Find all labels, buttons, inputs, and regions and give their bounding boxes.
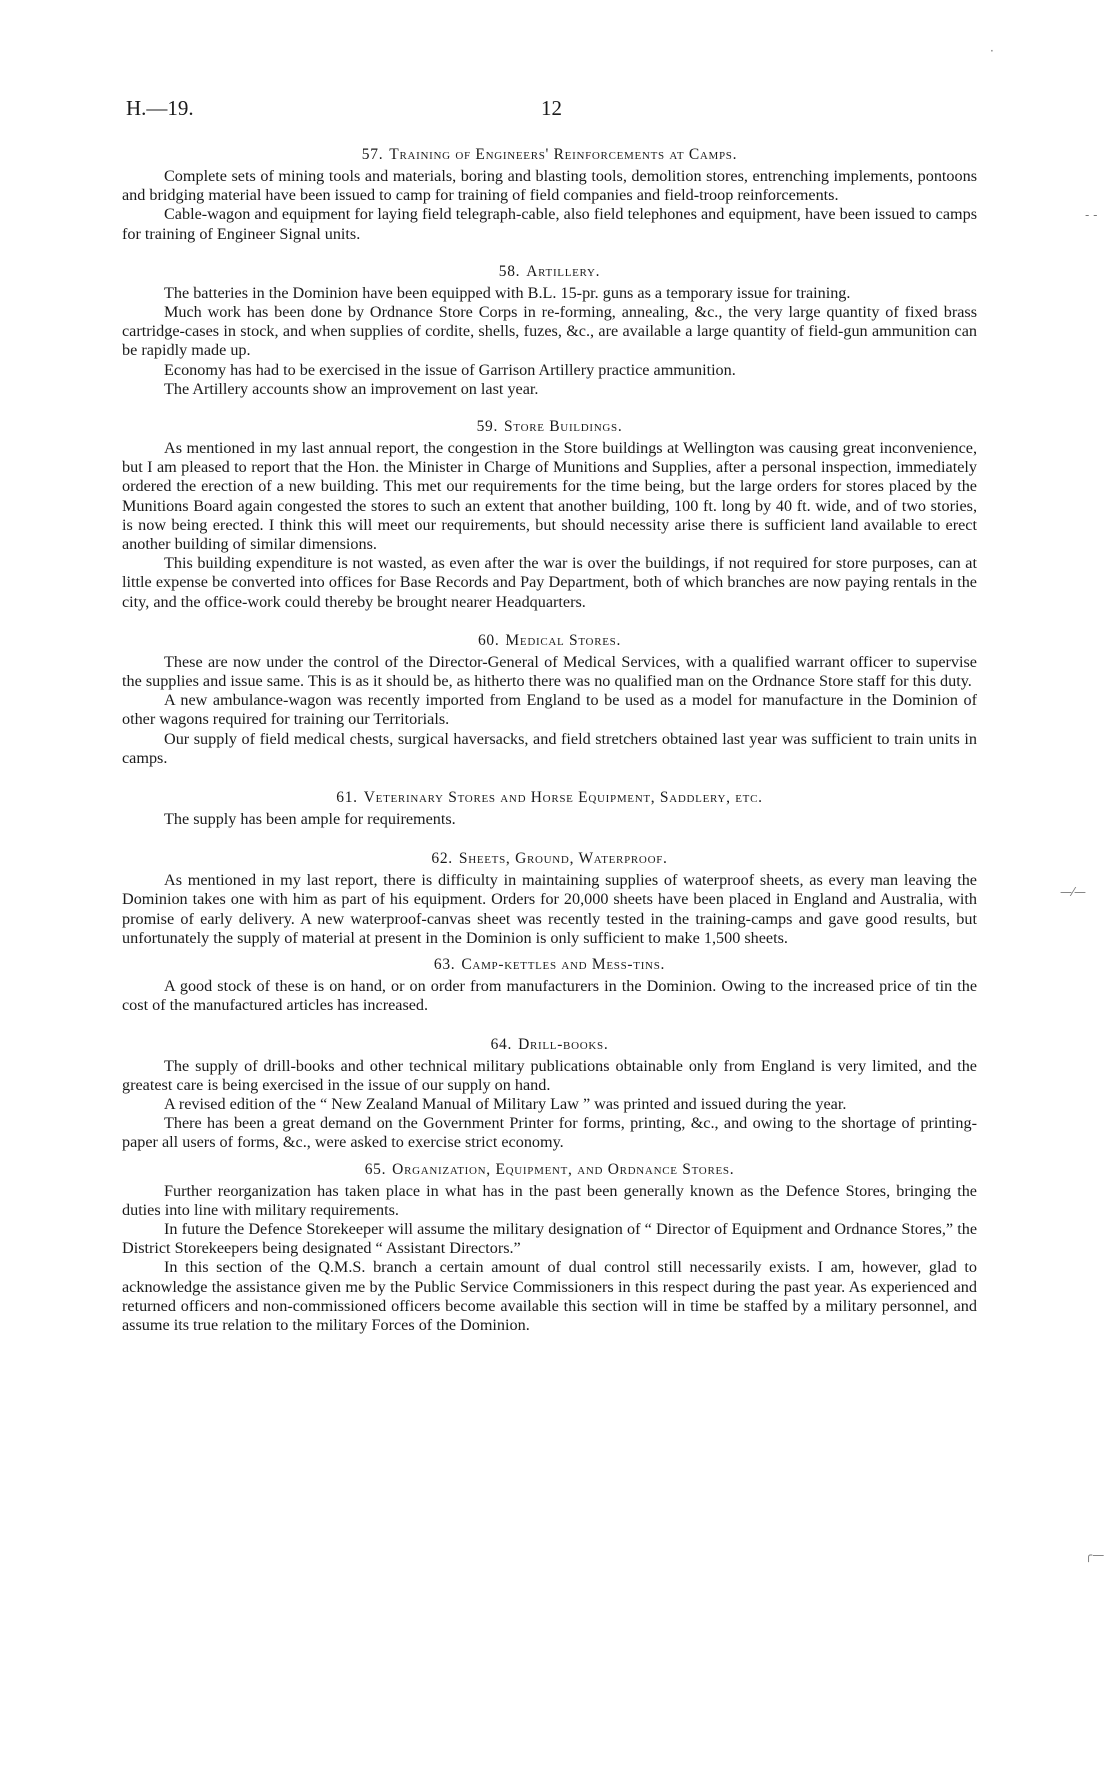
section-number: 64. <box>490 1035 513 1053</box>
section-heading <box>122 1160 977 1179</box>
scan-mark: —⁄— <box>1060 885 1087 899</box>
section-heading <box>122 631 977 650</box>
paragraph: As mentioned in my last report, there is difficulty in maintaining supplies of waterproof sheets, as every man leaving the Dominion takes one with him as part of his equipment. Orders for 20,000 sheets have been placed in England and Australia, with promise of early delivery. A new waterproof-canvas sheet was recently tested in the training-camps and gave good results, but unfortunately the supply of material at present in the Dominion is only sufficient to make 1,500 sheets. <box>122 871 977 947</box>
scan-mark: ╭— <box>1085 1548 1105 1562</box>
section-number: 58. <box>498 262 521 280</box>
section-heading <box>122 145 977 164</box>
section-title: Sheets, Ground, Waterproof. <box>458 850 668 868</box>
section-title: Store Buildings. <box>504 418 623 436</box>
section-number: 60. <box>477 631 500 649</box>
paragraph: A good stock of these is on hand, or on order from manufacturers in the Dominion. Owing to the increased price of tin the cost of the manufactured articles has increased. <box>122 977 977 1015</box>
page-number: 12 <box>541 96 562 120</box>
section-64 <box>122 1035 977 1153</box>
section-number: 63. <box>433 956 456 974</box>
section-heading <box>122 788 977 807</box>
section-65 <box>122 1160 977 1336</box>
paragraph: There has been a great demand on the Government Printer for forms, printing, &c., and owing to the shortage of printing-paper all users of forms, &c., were asked to exercise strict economy. <box>122 1114 977 1152</box>
page-header <box>126 96 988 126</box>
section-58 <box>122 262 977 399</box>
section-title: Artillery. <box>526 262 601 280</box>
section-60 <box>122 631 977 768</box>
section-number: 57. <box>361 146 384 163</box>
paragraph: Our supply of field medical chests, surgical haversacks, and field stretchers obtained last year was sufficient to train units in camps. <box>122 729 977 767</box>
paragraph: A revised edition of the “ New Zealand Manual of Military Law ” was printed and issued during the year. <box>164 1094 847 1113</box>
section-61 <box>122 788 977 829</box>
paragraph: The supply of drill-books and other technical military publications obtainable only from England is very limited, and the greatest care is being exercised in the issue of our supply on hand. <box>122 1056 977 1094</box>
page-body <box>122 145 977 1335</box>
paragraph: Economy has had to be exercised in the issue of Garrison Artillery practice ammunition. <box>164 360 736 379</box>
paragraph: These are now under the control of the Director-General of Medical Services, with a qualified warrant officer to supervise the supplies and issue same. This is as it should be, as hitherto there was no qualified man on the Ordnance Store staff for this duty. <box>122 652 977 691</box>
paragraph: Complete sets of mining tools and materials, boring and blasting tools, demolition stores, entrenching implements, pontoons and bridging material have been issued to camp for training of field companies and field-troop reinforcements. <box>122 167 977 205</box>
paragraph: Much work has been done by Ordnance Store Corps in re-forming, annealing, &c., the very large quantity of fixed brass cartridge-cases in stock, and when supplies of cordite, shells, fuzes, &c., are available a large quantity of field-gun ammunition can be rapidly made up. <box>122 303 977 360</box>
section-heading <box>122 262 977 281</box>
section-number: 59. <box>476 418 499 436</box>
section-63 <box>122 955 977 1015</box>
paragraph: Further reorganization has taken place in what has in the past been generally known as the Defence Stores, bringing the duties into line with military requirements. <box>122 1181 977 1219</box>
scan-speck: · <box>990 44 994 58</box>
section-title: Drill-books. <box>518 1035 609 1053</box>
section-title: Camp-kettles and Mess-tins. <box>461 956 666 974</box>
section-title: Organization, Equipment, and Ordnance Stores. <box>392 1160 735 1178</box>
section-title: Training of Engineers' Reinforcements at Camps. <box>389 146 738 163</box>
paragraph: The supply has been ample for requirements. <box>164 810 456 829</box>
paragraph: In future the Defence Storekeeper will assume the military designation of “ Director of Equipment and Ordnance Stores,” the District Storekeepers being designated “ Assistant Directors.” <box>122 1219 977 1258</box>
paragraph: A new ambulance-wagon was recently imported from England to be used as a model for manufacture in the Dominion of other wagons required for training our Territorials. <box>122 691 977 729</box>
section-number: 61. <box>336 789 358 807</box>
section-heading <box>122 955 977 974</box>
section-number: 62. <box>431 850 453 868</box>
section-number: 65. <box>364 1160 387 1178</box>
paragraph: As mentioned in my last annual report, the congestion in the Store buildings at Wellington was causing great inconvenience, but I am pleased to report that the Hon. the Minister in Charge of Munitions and Supplies, after a personal inspection, immediately ordered the erection of a new building. This met our requirements for the time being, but the large orders for stores placed by the Munitions Board again congested the stores to such an extent that another building, 100 ft. long by 40 ft. wide, and of two stories, is now being erected. I think this will meet our requirements, but should necessity arise there is sufficient land available to erect another building of similar dimensions. <box>122 439 977 554</box>
paragraph: In this section of the Q.M.S. branch a certain amount of dual control still necessarily exists. I am, however, glad to acknowledge the assistance given me by the Public Service Commissioners in this respect during the past year. As experienced and returned officers and non-commissioned officers become available this section will in time be staffed by a military personnel, and assume its true relation to the military Forces of the Dominion. <box>122 1258 977 1334</box>
section-heading <box>122 417 977 436</box>
paragraph: Cable-wagon and equipment for laying field telegraph-cable, also field telephones and equipment, have been issued to camps for training of Engineer Signal units. <box>122 205 977 243</box>
section-heading <box>122 1035 977 1054</box>
section-57 <box>122 145 977 244</box>
paragraph: The Artillery accounts show an improvement on last year. <box>164 379 539 398</box>
paragraph: The batteries in the Dominion have been equipped with B.L. 15-pr. guns as a temporary issue for training. <box>164 283 851 302</box>
document-reference: H.—19. <box>126 96 194 120</box>
section-title: Veterinary Stores and Horse Equipment, Saddlery, etc. <box>363 789 763 807</box>
paragraph: This building expenditure is not wasted, as even after the war is over the buildings, if not required for store purposes, can at little expense be converted into offices for Base Records and Pay Department, both of which branches are now paying rentals in the city, and the office-work could thereby be brought nearer Headquarters. <box>122 554 977 611</box>
section-heading <box>122 849 977 868</box>
section-title: Medical Stores. <box>505 631 622 649</box>
section-59 <box>122 417 977 612</box>
scan-speck: - - <box>1085 208 1098 222</box>
section-62 <box>122 849 977 948</box>
